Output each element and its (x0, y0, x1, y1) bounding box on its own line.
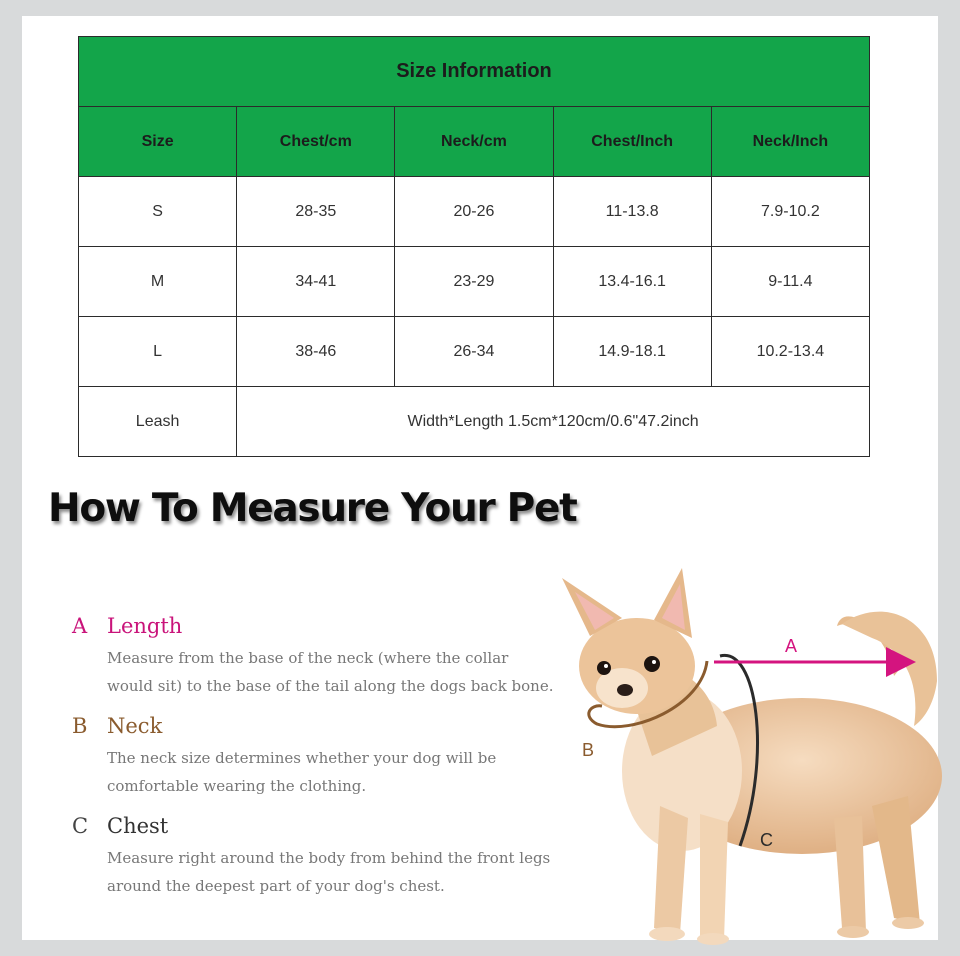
instruction-letter: B (72, 714, 88, 738)
cell-neck-inch: 9-11.4 (711, 247, 869, 317)
leash-label: Leash (79, 387, 237, 457)
instruction-length (72, 614, 572, 700)
table-title: Size Information (79, 37, 870, 107)
instruction-description: Measure from the base of the neck (where the collar would sit) to the base of the tail along the dogs back bone. (107, 649, 554, 695)
instruction-name: Chest (107, 814, 169, 838)
leash-value: Width*Length 1.5cm*120cm/0.6"47.2inch (237, 387, 870, 457)
table-header-row (79, 107, 870, 177)
leash-row (79, 387, 870, 457)
cell-chest-cm: 28-35 (237, 177, 395, 247)
instruction-description: Measure right around the body from behind the front legs around the deepest part of your dog's chest. (107, 849, 551, 895)
product-image-panel (22, 16, 938, 940)
header-size: Size (79, 107, 237, 177)
instruction-chest (72, 814, 572, 900)
diagram-label-b: B (582, 740, 595, 760)
cell-neck-cm: 23-29 (395, 247, 553, 317)
cell-neck-inch: 7.9-10.2 (711, 177, 869, 247)
cell-chest-cm: 34-41 (237, 247, 395, 317)
header-neck-cm: Neck/cm (395, 107, 553, 177)
table-row (79, 177, 870, 247)
chihuahua-dog-illustration (542, 556, 960, 956)
cell-size: M (79, 247, 237, 317)
cell-neck-cm: 20-26 (395, 177, 553, 247)
table-row (79, 247, 870, 317)
diagram-label-a: A (785, 636, 798, 656)
instruction-neck (72, 714, 572, 800)
cell-chest-inch: 11-13.8 (553, 177, 711, 247)
cell-neck-cm: 26-34 (395, 317, 553, 387)
diagram-label-c: C (760, 830, 773, 850)
dog-body (562, 568, 942, 945)
cell-chest-cm: 38-46 (237, 317, 395, 387)
instruction-name: Neck (107, 714, 163, 738)
cell-size: S (79, 177, 237, 247)
header-neck-inch: Neck/Inch (711, 107, 869, 177)
table-row (79, 317, 870, 387)
instruction-description: The neck size determines whether your dog will be comfortable wearing the clothing. (107, 749, 497, 795)
header-chest-inch: Chest/Inch (553, 107, 711, 177)
size-information-table (78, 36, 870, 457)
measure-instructions (72, 614, 572, 914)
cell-chest-inch: 14.9-18.1 (553, 317, 711, 387)
cell-neck-inch: 10.2-13.4 (711, 317, 869, 387)
instruction-letter: A (72, 614, 88, 638)
instruction-name: Length (107, 614, 183, 638)
cell-chest-inch: 13.4-16.1 (553, 247, 711, 317)
cell-size: L (79, 317, 237, 387)
measure-heading: How To Measure Your Pet (48, 486, 577, 531)
header-chest-cm: Chest/cm (237, 107, 395, 177)
instruction-letter: C (72, 814, 89, 838)
